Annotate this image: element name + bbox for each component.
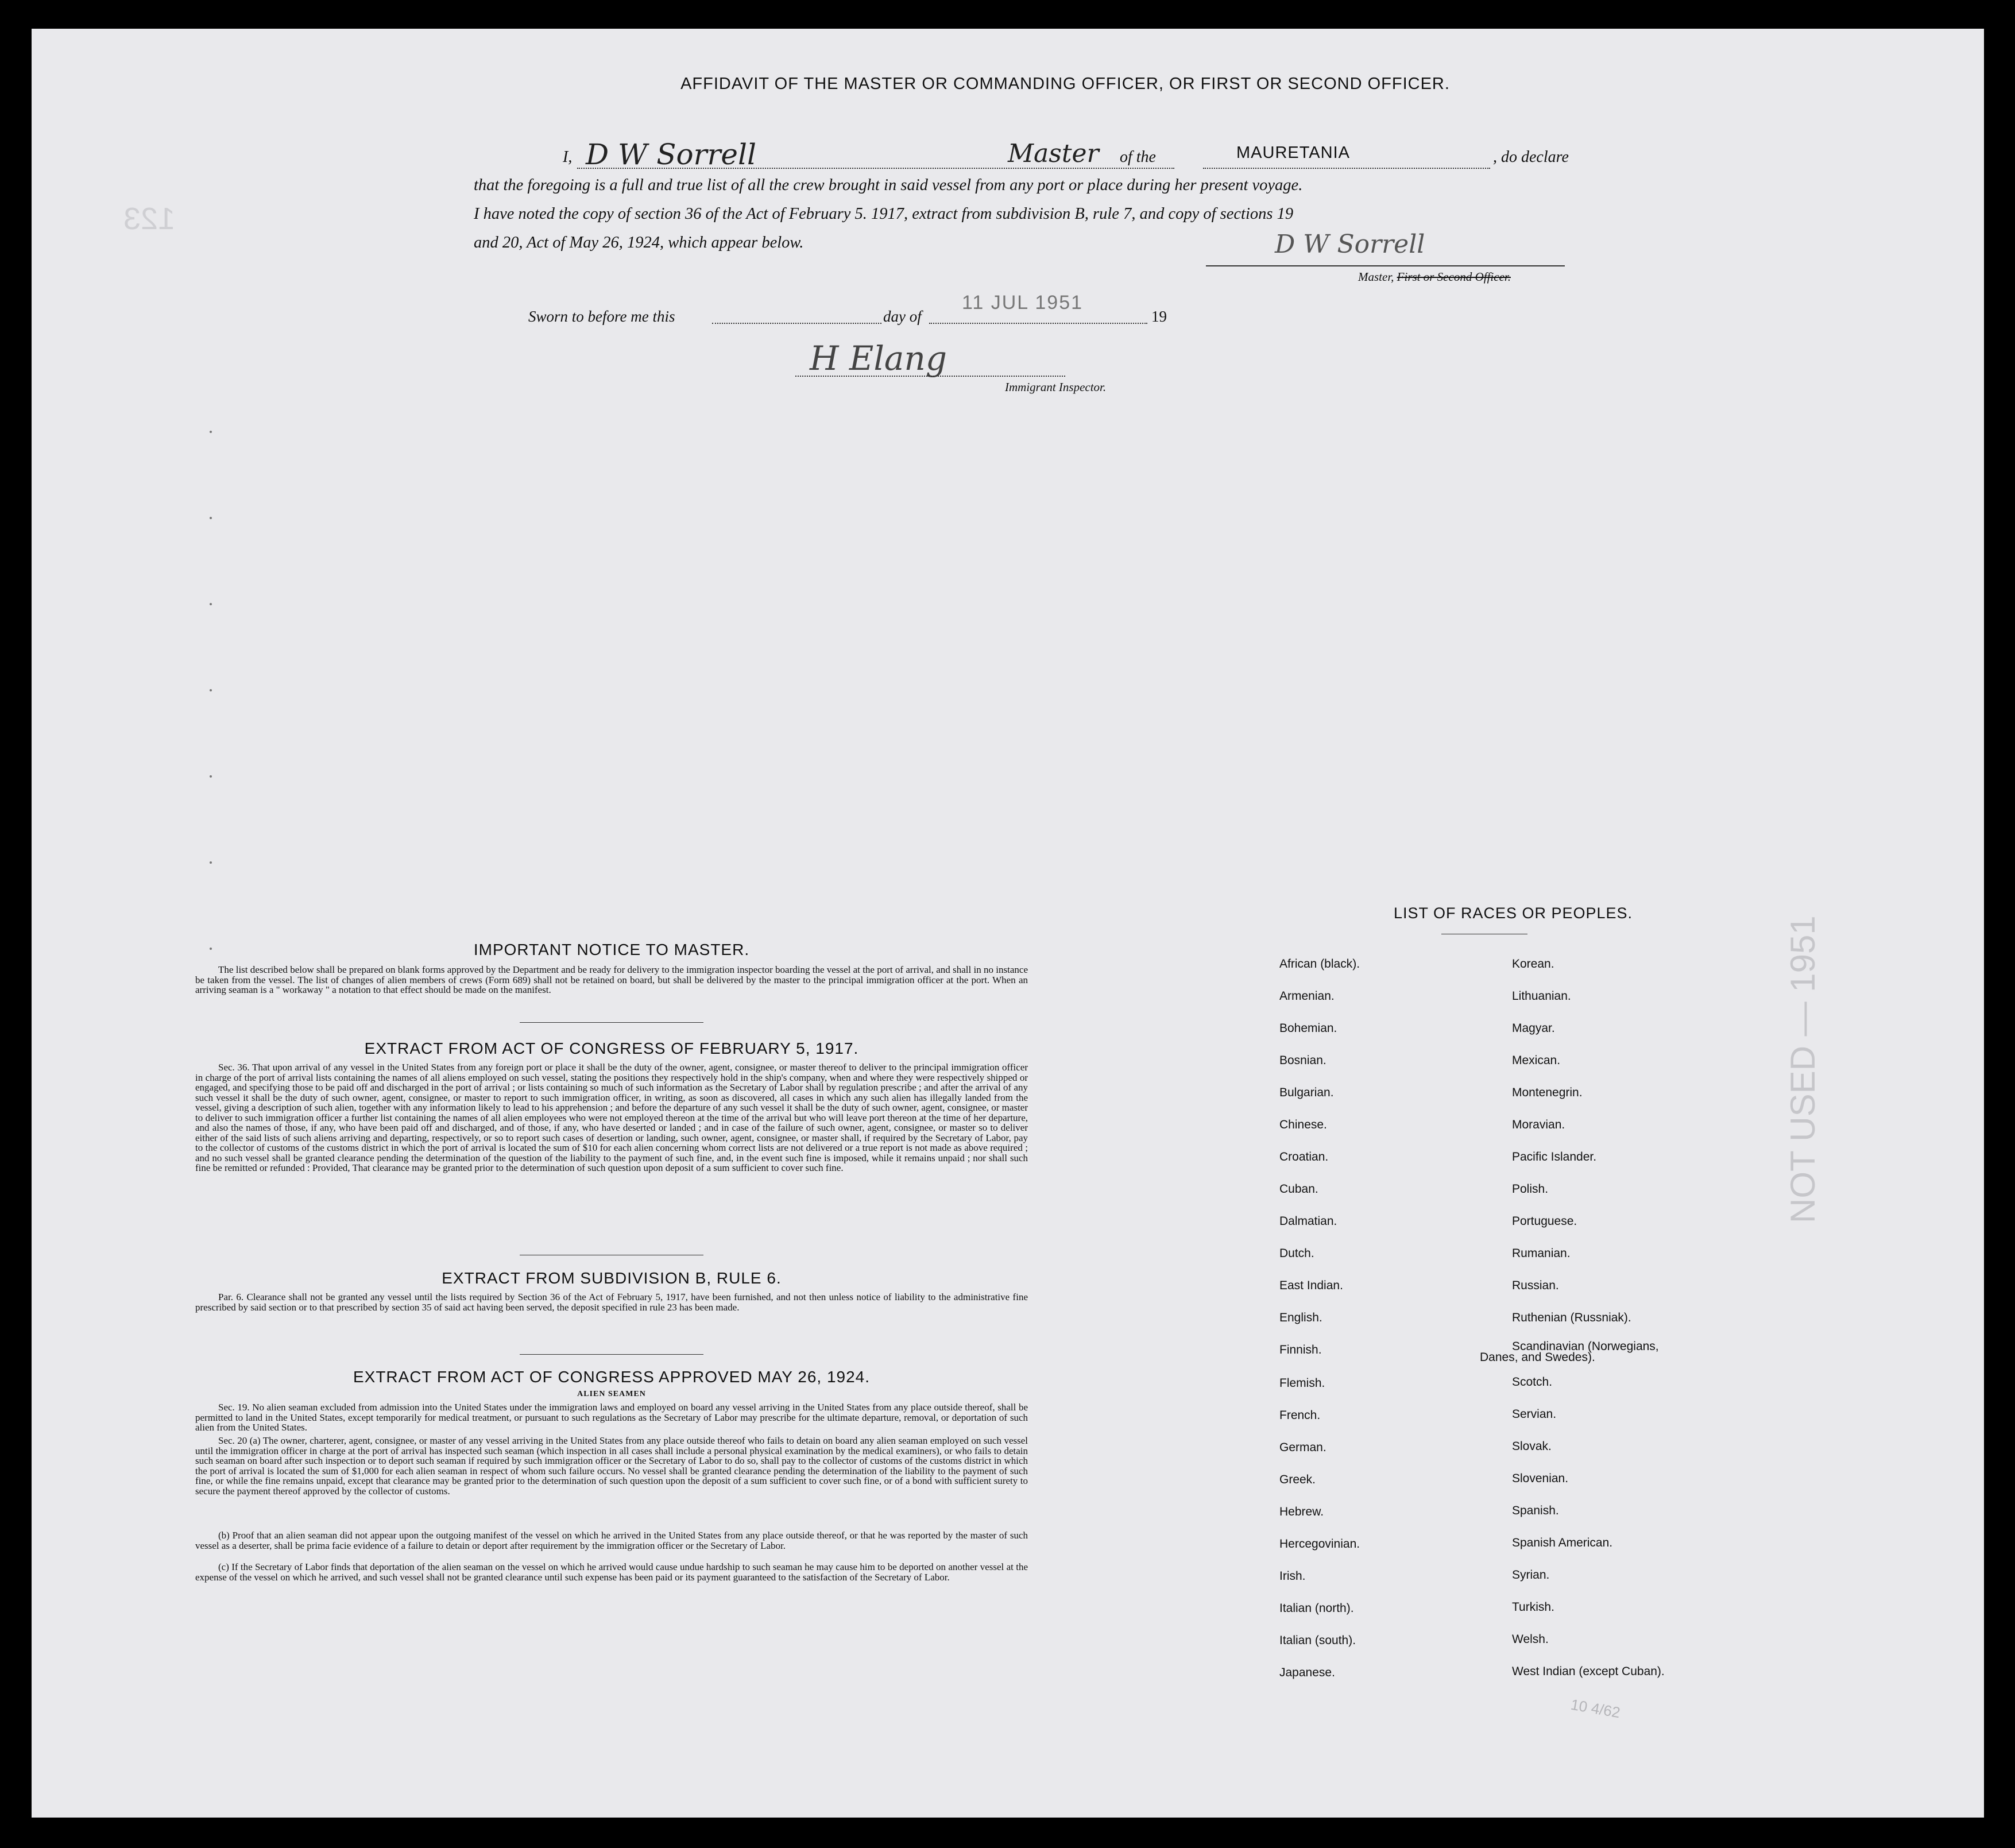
- race-item: Greek.: [1279, 1473, 1316, 1486]
- do-declare-label: , do declare: [1493, 148, 1569, 166]
- margin-dot: [210, 689, 212, 691]
- day-of-label: day of: [883, 308, 922, 325]
- sworn-label: Sworn to before me this: [528, 308, 675, 325]
- race-item: Scotch.: [1512, 1375, 1553, 1389]
- race-item: Bosnian.: [1279, 1054, 1326, 1067]
- notice-body: The list described below shall be prepared on blank forms approved by the Department and be ready for delivery to the immigration inspector boarding the vessel at the port of arrival, and shall in no instance be taken from the vessel. The list of changes of alien members of crews (Form 689) shall not be retained on board, but shall be delivered by the master to the principal immigration officer at the port. When an arriving seaman is a " workaway " a notation to that effect should be made on the manifest.: [195, 964, 1028, 995]
- extract-1917-title: EXTRACT FROM ACT OF CONGRESS OF FEBRUARY 5, 1917.: [364, 1039, 859, 1057]
- subdivision-b-title: EXTRACT FROM SUBDIVISION B, RULE 6.: [442, 1269, 782, 1287]
- race-item: Hebrew.: [1279, 1505, 1324, 1518]
- race-item: Syrian.: [1512, 1568, 1550, 1582]
- inspector-signature: H Elang: [810, 339, 947, 378]
- race-item: Bulgarian.: [1279, 1086, 1334, 1099]
- race-item: Armenian.: [1279, 989, 1335, 1003]
- inspector-caption: Immigrant Inspector.: [1005, 380, 1107, 394]
- extract-1917-body: Sec. 36. That upon arrival of any vessel in the United States from any foreign port or place it shall be the duty of the owner, agent, consignee, or master thereof to deliver to the principal immigration officer in charge of the port of arrival lists containing the names of all aliens employed on such vessel, stating the positions they respectively hold in the ship's company, when and where they were respectively shipped or engaged, and specifying those to be paid off and discharged in the port of arrival ; or lists containing so much of such information as the Secretary of Labor shall by regulation prescribe ; and after the arrival of any such vessel it shall be the duty of such owner, agent, consignee, or master to report to such immigration officer, in writing, as soon as discovered, all cases in which any such alien has illegally landed from the vessel, giving a description of such alien, together with any information likely to lead to his apprehension ; and before the departure of any such vessel it shall be the duty of such owner, agent, consignee, or master to deliver to such immigration officer a further list containing the names of all alien employees who were not employed thereon at the time of the arrival but who will leave port thereon at the time of her departure, and also the names of those, if any, who have been paid off and discharged, and of those, if any, who have deserted or landed ; and in case of the failure of such owner, agent, consignee, or master so to deliver either of the said lists of such aliens arriving and departing, respectively, or so to report such cases of desertion or landing, such owner, agent, consignee, or master shall, if required by the Secretary of Labor, pay to the collector of customs of the customs district in which the port of arrival is located the sum of $10 for each alien concerning whom correct lists are not delivered or a true report is not made as above required ; and no such vessel shall be granted clearance pending the determination of the question of the liability to the payment of such fine, and, in the event such fine is imposed, while it remains unpaid ; nor shall such fine be remitted or refunded : Provided, That clearance may be granted prior to the determination of such question upon deposit of a sum sufficient to cover such fine.: [195, 1062, 1028, 1173]
- race-item: Croatian.: [1279, 1150, 1329, 1163]
- race-item: Slovak.: [1512, 1440, 1552, 1453]
- race-item: Russian.: [1512, 1279, 1559, 1292]
- race-item: Montenegrin.: [1512, 1086, 1583, 1099]
- race-item: Japanese.: [1279, 1666, 1335, 1679]
- vessel-line: [1203, 168, 1490, 169]
- affidavit-line-4: and 20, Act of May 26, 1924, which appear below.: [474, 234, 804, 252]
- races-title: LIST OF RACES OR PEOPLES.: [1393, 904, 1633, 922]
- manifest-sheet: [32, 29, 1984, 1818]
- notice-title: IMPORTANT NOTICE TO MASTER.: [473, 941, 750, 958]
- affidavit-i-label: I,: [563, 148, 573, 166]
- race-item: Chinese.: [1279, 1118, 1327, 1131]
- race-item: Cuban.: [1279, 1182, 1318, 1196]
- race-item: Polish.: [1512, 1182, 1549, 1196]
- extract-1924-sec19: Sec. 19. No alien seaman excluded from admission into the United States under the immigration laws and employed on board any vessel arriving in the United States from any place outside thereof, shall be permitted to land in the United States, except temporarily for medical treatment, or pursuant to such regulations as the Secretary of Labor may prescribe for the ultimate departure, removal, or deportation of such alien from the United States.: [195, 1402, 1028, 1433]
- margin-dot: [210, 775, 212, 778]
- sig-caption: [1358, 270, 1511, 284]
- race-item: French.: [1279, 1409, 1321, 1422]
- race-item: Magyar.: [1512, 1022, 1555, 1035]
- race-item: Spanish.: [1512, 1504, 1559, 1517]
- race-item: Welsh.: [1512, 1633, 1549, 1646]
- rank-handwritten: Master: [1008, 139, 1099, 168]
- race-item: Spanish American.: [1512, 1536, 1613, 1549]
- subdivision-b-body: Par. 6. Clearance shall not be granted any vessel until the lists required by Section 36 of the Act of February 5, 1917, have been furnished, and not then unless notice of liability to the administrative fine prescribed by said section or to that prescribed by section 35 of said act having been served, the deposit specified in rule 23 has been made.: [195, 1292, 1028, 1313]
- extract-1924-subtitle: ALIEN SEAMEN: [577, 1390, 646, 1398]
- race-item: German.: [1279, 1441, 1326, 1454]
- race-item: English.: [1279, 1311, 1322, 1324]
- date-stamp: 11 JUL 1951: [962, 292, 1084, 314]
- margin-dot: [210, 603, 212, 605]
- race-item: Pacific Islander.: [1512, 1150, 1597, 1163]
- race-item: Bohemian.: [1279, 1022, 1337, 1035]
- race-item: Italian (south).: [1279, 1634, 1356, 1647]
- affidavit-title: AFFIDAVIT OF THE MASTER OR COMMANDING OFFICER, OR FIRST OR SECOND OFFICER.: [680, 75, 1450, 93]
- race-item: West Indian (except Cuban).: [1512, 1665, 1665, 1678]
- divider: [520, 1354, 703, 1355]
- divider: [520, 1022, 703, 1023]
- inspector-line: [795, 376, 1065, 377]
- race-item: African (black).: [1279, 957, 1360, 971]
- race-item: East Indian.: [1279, 1279, 1343, 1292]
- page-number-bleed: 123: [123, 202, 176, 236]
- race-item: Flemish.: [1279, 1377, 1325, 1390]
- margin-dot: [210, 517, 212, 519]
- race-item: Portuguese.: [1512, 1215, 1577, 1228]
- of-the-label: of the: [1120, 148, 1156, 166]
- margin-dot: [210, 861, 212, 864]
- extract-1924-sec20c: (c) If the Secretary of Labor finds that deportation of the alien seaman on the vessel on which he arrived would cause undue hardship to such seaman he may cause him to be deported on another vessel at the expense of the vessel on which he arrived, and such vessel shall not be granted clearance until such expense has been paid or its payment guaranteed to the satisfaction of the Secretary of Labor.: [195, 1561, 1028, 1583]
- sworn-month-line: [929, 323, 1147, 324]
- affidavit-line-3: I have noted the copy of section 36 of the Act of February 5. 1917, extract from subdivision B, rule 7, and copy of sections 19: [474, 205, 1294, 223]
- race-item: Rumanian.: [1512, 1247, 1571, 1260]
- sig-caption-struck: First or Second Officer.: [1397, 270, 1511, 284]
- affidavit-line-2: that the foregoing is a full and true list of all the crew brought in said vessel from any port or place during her present voyage.: [474, 176, 1303, 194]
- race-item: Moravian.: [1512, 1118, 1565, 1131]
- race-item: Korean.: [1512, 957, 1554, 971]
- master-name-handwritten: D W Sorrell: [586, 138, 756, 171]
- extract-1924-title: EXTRACT FROM ACT OF CONGRESS APPROVED MAY 26, 1924.: [353, 1368, 871, 1386]
- margin-dot: [210, 431, 212, 433]
- race-item: Dalmatian.: [1279, 1215, 1337, 1228]
- race-scandinavian-cont: Danes, and Swedes).: [1480, 1351, 1595, 1364]
- race-item: Lithuanian.: [1512, 989, 1571, 1003]
- pencil-note: 10 4/62: [1569, 1695, 1622, 1722]
- race-item: Finnish.: [1279, 1343, 1322, 1356]
- side-stamp: NOT USED — 1951: [1784, 915, 1822, 1223]
- race-item: Ruthenian (Russniak).: [1512, 1311, 1631, 1324]
- race-item: Dutch.: [1279, 1247, 1314, 1260]
- race-item: Irish.: [1279, 1569, 1306, 1583]
- race-item: Servian.: [1512, 1408, 1557, 1421]
- sig-caption-master: Master,: [1358, 270, 1394, 284]
- year-prefix: 19: [1151, 308, 1167, 325]
- race-item: Turkish.: [1512, 1600, 1554, 1614]
- race-item: Mexican.: [1512, 1054, 1561, 1067]
- signature-line: [1206, 265, 1565, 266]
- race-item: Hercegovinian.: [1279, 1537, 1360, 1551]
- vessel-name: MAURETANIA: [1236, 144, 1350, 162]
- race-item: Slovenian.: [1512, 1472, 1569, 1485]
- master-signature: D W Sorrell: [1275, 230, 1425, 259]
- extract-1924-sec20a: Sec. 20 (a) The owner, charterer, agent, consignee, or master of any vessel arriving in the United States from any place outside thereof who fails to detain on board any alien seaman employed on such vessel until the immigration officer in charge at the port of arrival has inspected such seaman (which inspection in all cases shall include a personal physical examination by the medical examiners), or who fails to detain such seaman on board after such inspection or to deport such seaman if required by such immigration officer or the Secretary of Labor to do so, shall pay to the collector of customs of the customs district in which the port of arrival is located the sum of $1,000 for each alien seaman in respect of whom such failure occurs. No vessel shall be granted clearance pending the determination of the liability to the payment of such fine, or while the fine remains unpaid, except that clearance may be granted prior to the determination of such question upon the deposit of a sum sufficient to cover such fine, or of a bond with sufficient surety to secure the payment thereof approved by the collector of customs.: [195, 1435, 1028, 1497]
- race-item: Scandinavian (Norwegians,: [1512, 1340, 1659, 1353]
- sworn-day-line: [712, 323, 881, 324]
- race-item: Italian (north).: [1279, 1602, 1354, 1615]
- extract-1924-sec20b: (b) Proof that an alien seaman did not appear upon the outgoing manifest of the vessel on which he arrived in the United States from any place outside thereof, or that he was reported by the master of such vessel as a deserter, shall be prima facie evidence of a failure to detain or deport after requirement by the immigration officer or the Secretary of Labor.: [195, 1530, 1028, 1551]
